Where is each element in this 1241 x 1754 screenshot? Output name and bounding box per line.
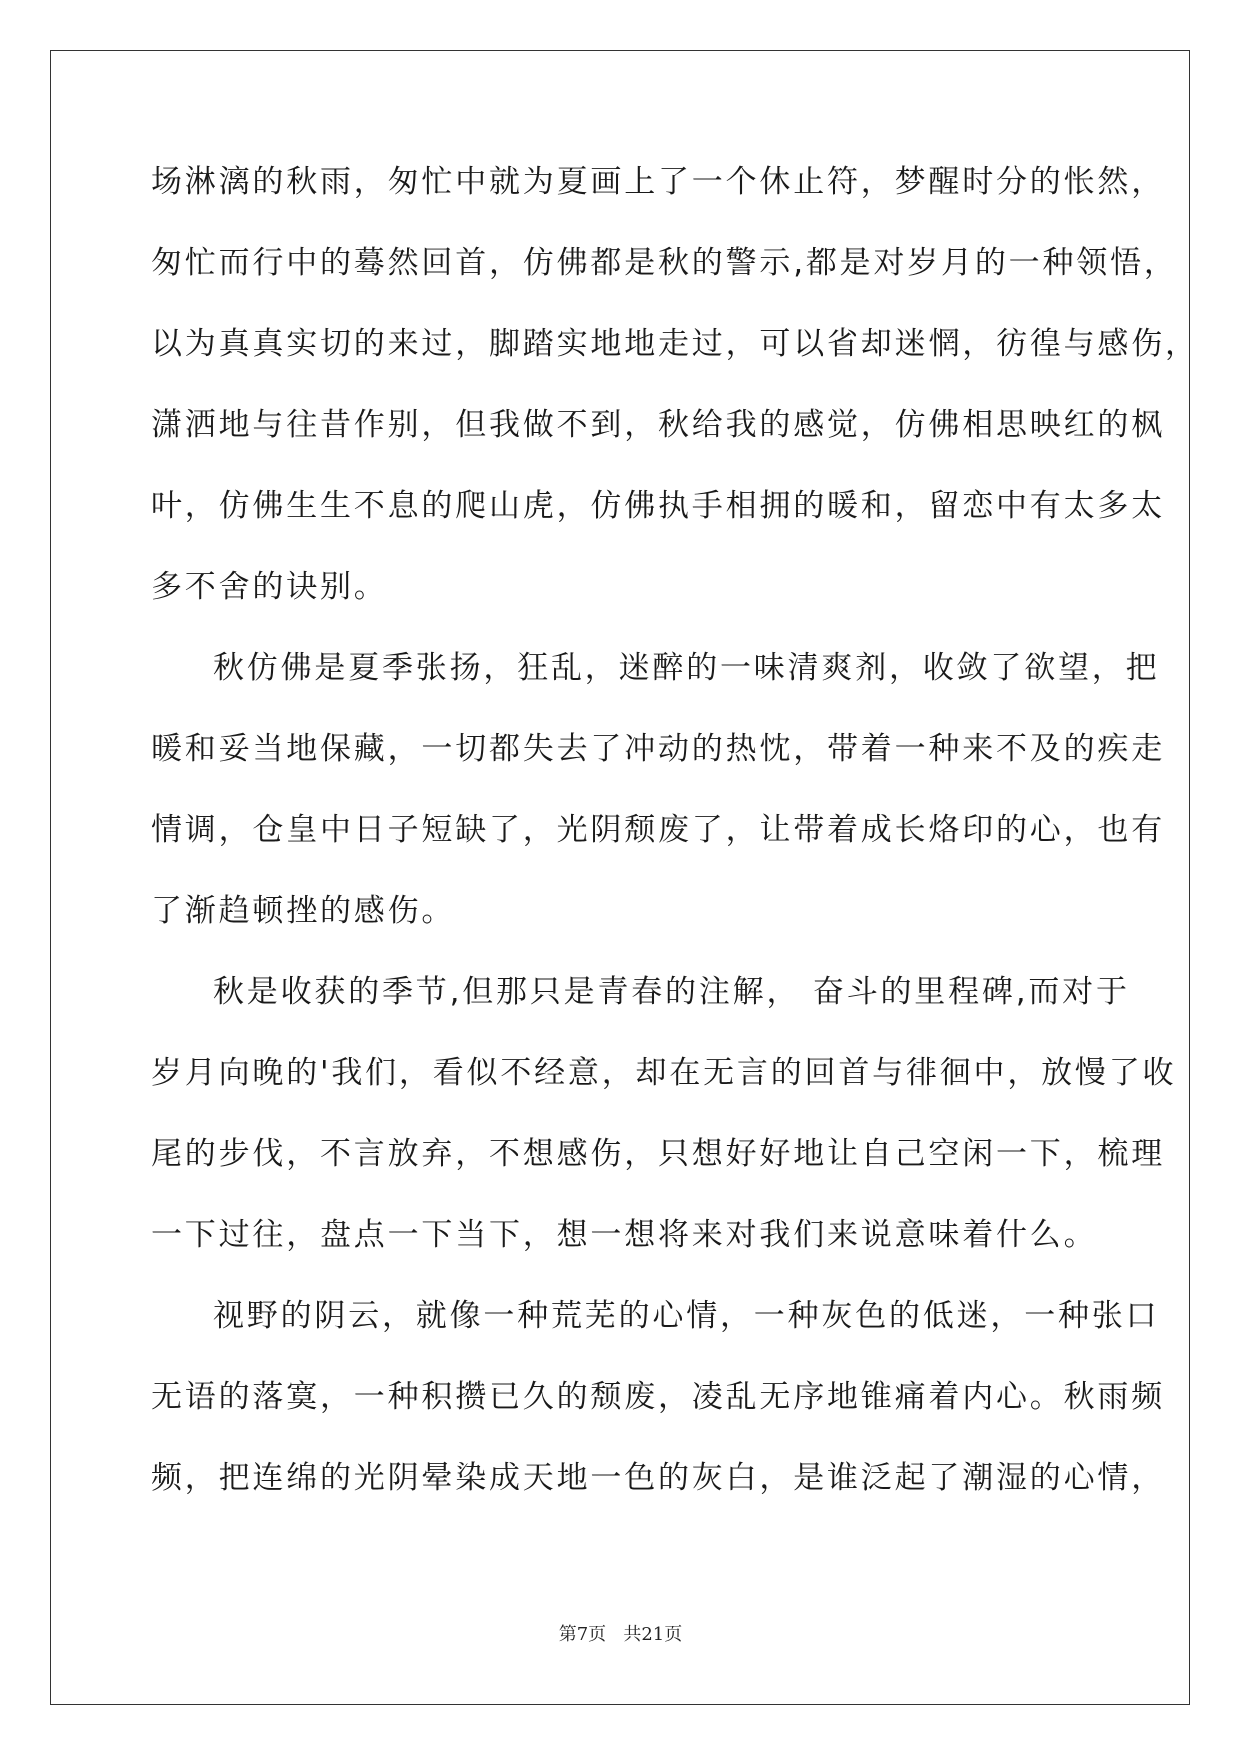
text-line: 匆忙而行中的蓦然回首，仿佛都是秋的警示,都是对岁月的一种领悟，: [151, 245, 1178, 281]
paragraph-first-line: 视野的阴云，就像一种荒芜的心情，一种灰色的低迷，一种张口: [213, 1298, 1160, 1334]
paragraph-first-line: 秋仿佛是夏季张扬，狂乱，迷醉的一味清爽剂，收敛了欲望，把: [213, 650, 1160, 686]
paragraph-first-line: 秋是收获的季节,但那只是青春的注解， 奋斗的里程碑,而对于: [213, 974, 1130, 1010]
document-body: [151, 162, 1199, 1539]
text-line: 情调，仓皇中日子短缺了，光阴颓废了，让带着成长烙印的心，也有: [151, 812, 1165, 848]
page-footer: [0, 1620, 1241, 1646]
text-line: 尾的步伐，不言放弃，不想感伤，只想好好地让自己空闲一下，梳理: [151, 1136, 1165, 1172]
text-line: 岁月向晚的'我们，看似不经意，却在无言的回首与徘徊中，放慢了收: [151, 1055, 1177, 1091]
page-number: 第7页: [558, 1624, 607, 1645]
total-pages: 共21页: [623, 1624, 683, 1645]
text-line: 叶，仿佛生生不息的爬山虎，仿佛执手相拥的暖和，留恋中有太多太: [151, 488, 1165, 524]
text-line: 暖和妥当地保藏，一切都失去了冲动的热忱，带着一种来不及的疾走: [151, 731, 1165, 767]
footer-spacer: [606, 1624, 623, 1645]
text-line: 一下过往，盘点一下当下，想一想将来对我们来说意味着什么。: [151, 1217, 1098, 1253]
text-line: 场淋漓的秋雨，匆忙中就为夏画上了一个休止符，梦醒时分的怅然，: [151, 164, 1165, 200]
text-line: 多不舍的诀别。: [151, 569, 388, 605]
text-line: 无语的落寞，一种积攒已久的颓废，凌乱无序地锥痛着内心。秋雨频: [151, 1379, 1165, 1415]
text-line: 了渐趋顿挫的感伤。: [151, 893, 456, 929]
text-line: 以为真真实切的来过，脚踏实地地走过，可以省却迷惘，彷徨与感伤，: [151, 326, 1199, 362]
text-line: 频，把连绵的光阴晕染成天地一色的灰白，是谁泛起了潮湿的心情，: [151, 1460, 1165, 1496]
text-line: 潇洒地与往昔作别，但我做不到，秋给我的感觉，仿佛相思映红的枫: [151, 407, 1165, 443]
